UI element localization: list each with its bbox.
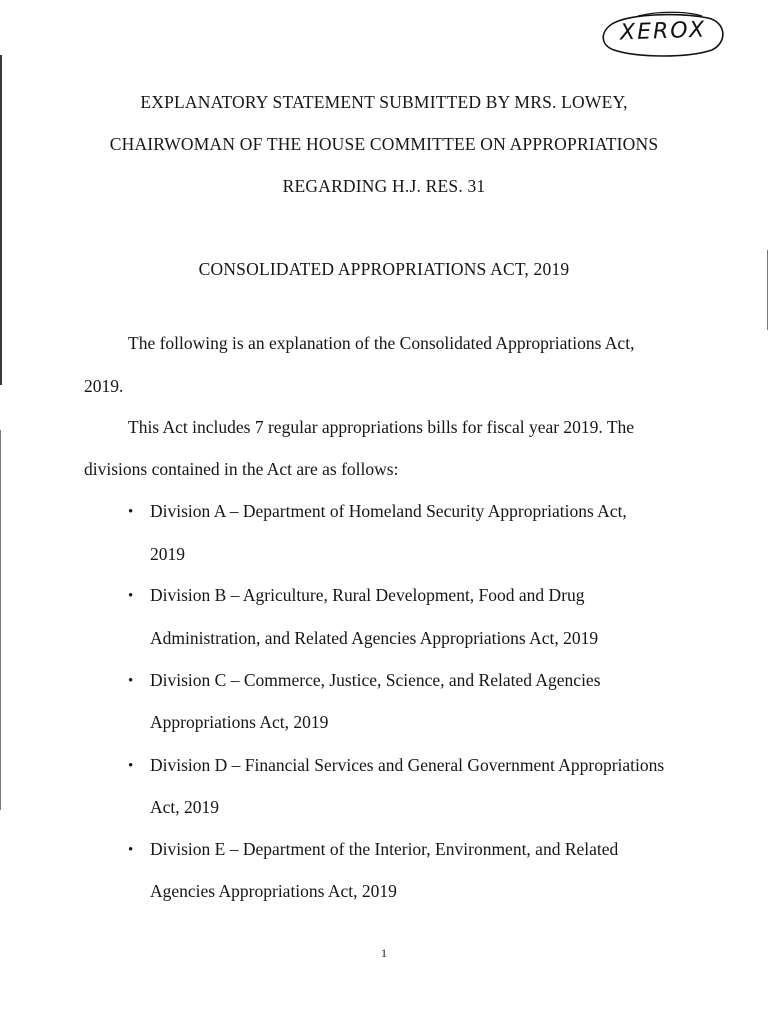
- division-a-line-2: 2019: [150, 544, 185, 564]
- bullet-icon: •: [128, 588, 134, 604]
- header-line-2: CHAIRWOMAN OF THE HOUSE COMMITTEE ON APPROPRIATIONS: [109, 134, 659, 154]
- act-title: CONSOLIDATED APPROPRIATIONS ACT, 2019: [198, 259, 570, 279]
- division-c-line-1: Division C – Commerce, Justice, Science, and Related Agencies: [150, 670, 601, 690]
- bullet-icon: •: [128, 673, 134, 689]
- stamp-text: XEROX: [619, 17, 707, 46]
- divisions-intro-line-2: divisions contained in the Act are as follows:: [84, 459, 399, 479]
- header-line-3: REGARDING H.J. RES. 31: [282, 176, 486, 196]
- intro-line-1: The following is an explanation of the Consolidated Appropriations Act,: [128, 333, 635, 353]
- page-number: 1: [381, 946, 387, 960]
- division-e-line-2: Agencies Appropriations Act, 2019: [150, 881, 397, 901]
- division-d-line-2: Act, 2019: [150, 797, 220, 817]
- bullet-icon: •: [128, 504, 134, 520]
- scan-edge-left-lower: [0, 430, 1, 810]
- bullet-icon: •: [128, 758, 134, 774]
- division-e-line-1: Division E – Department of the Interior, Environment, and Related: [150, 839, 619, 859]
- division-b-line-2: Administration, and Related Agencies Appropriations Act, 2019: [150, 628, 599, 648]
- division-d-line-1: Division D – Financial Services and General Government Appropriations: [150, 755, 665, 775]
- xerox-stamp: [598, 10, 726, 62]
- bullet-icon: •: [128, 842, 134, 858]
- division-c-line-2: Appropriations Act, 2019: [150, 712, 329, 732]
- division-a-line-1: Division A – Department of Homeland Security Appropriations Act,: [150, 501, 627, 521]
- intro-line-2: 2019.: [84, 376, 124, 396]
- header-line-1: EXPLANATORY STATEMENT SUBMITTED BY MRS. LOWEY,: [140, 92, 628, 112]
- division-b-line-1: Division B – Agriculture, Rural Development, Food and Drug: [150, 585, 585, 605]
- divisions-intro-line-1: This Act includes 7 regular appropriations bills for fiscal year 2019. The: [128, 417, 635, 437]
